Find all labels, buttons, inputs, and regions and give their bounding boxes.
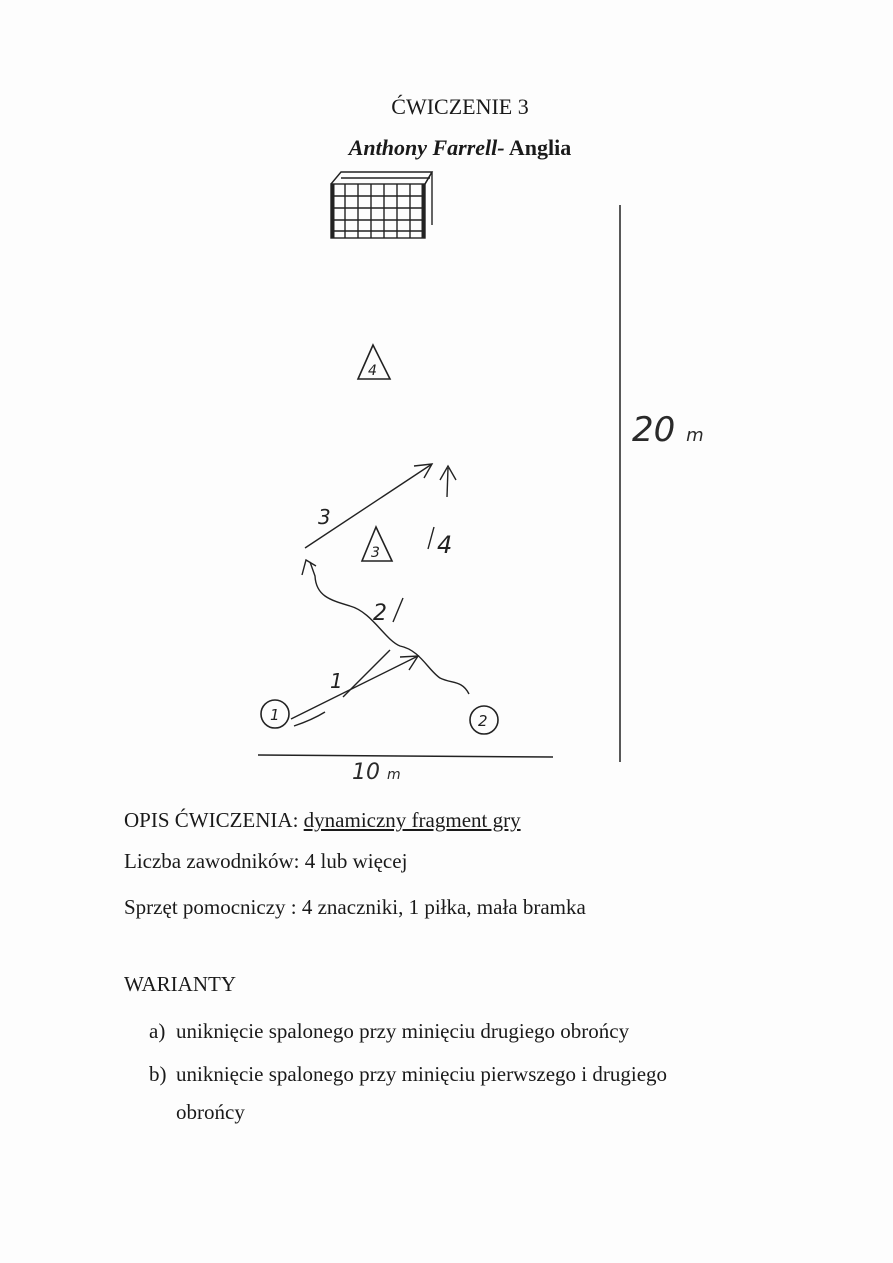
variant-a-text: uniknięcie spalonego przy minięciu drugiego obrońcy [176,1019,630,1043]
variant-b-marker: b) [149,1062,167,1086]
run-4-label: 4 [437,531,453,559]
pass-1-label: 1 [330,669,343,693]
player-1-label: 1 [270,706,280,724]
author-country: Anglia [504,135,572,160]
opis-line [124,808,521,833]
length-20-label: 20 m [632,410,704,450]
cone-3-icon [362,527,392,561]
players-line: Liczba zawodników: 4 lub więcej [124,849,408,873]
variant-a-marker: a) [149,1019,166,1043]
cone-4-icon [358,345,390,379]
equipment-line: Sprzęt pomocniczy : 4 znaczniki, 1 piłka, mała bramka [124,895,586,919]
length-10-line [258,755,553,757]
page-title: ĆWICZENIE 3 [391,94,529,119]
player-1-icon [261,700,289,728]
pass-1-arrow [291,650,418,726]
opis-label: OPIS ĆWICZENIA: [124,808,304,832]
variant-b-text-line2: obrońcy [176,1100,245,1124]
player-2-icon [470,706,498,734]
goal-icon [331,172,432,238]
author-name: Anthony Farrell- [348,135,505,160]
cone-3-label: 3 [371,545,380,561]
player-2-label: 2 [478,712,488,730]
run-2-label: 2 [373,601,387,626]
run-4-tick [428,527,434,549]
variant-b-text-line1: uniknięcie spalonego przy minięciu pierwszego i drugiego [176,1062,668,1086]
pass-3-label: 3 [318,505,331,529]
run-2-tick [393,598,403,622]
run-4-arrow [440,466,456,497]
opis-value: dynamiczny fragment gry [303,808,521,832]
cone-4-label: 4 [368,363,377,379]
variants-heading: WARIANTY [124,972,236,996]
length-10-label: 10 m [352,760,401,785]
